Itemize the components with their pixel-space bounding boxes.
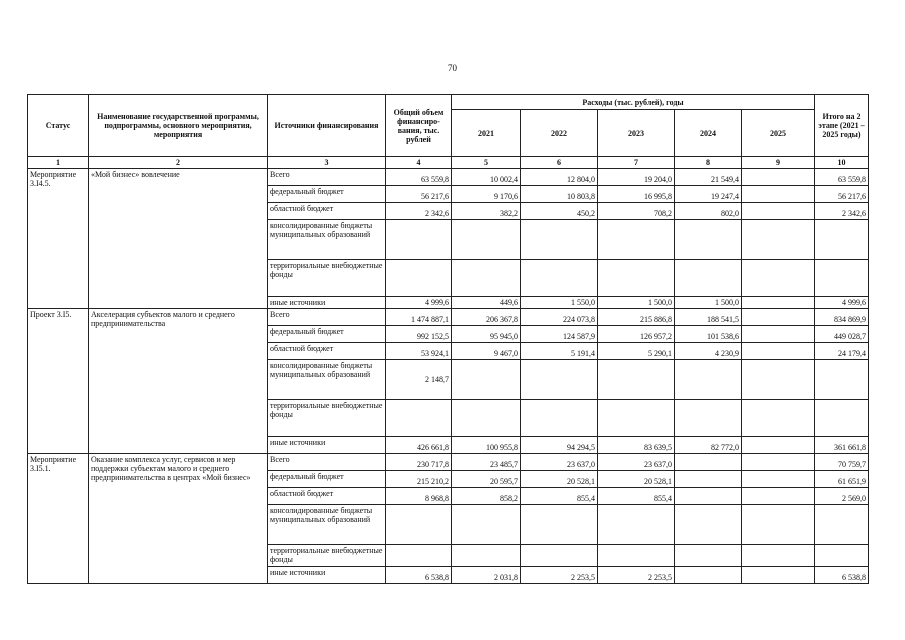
year-cell bbox=[742, 471, 815, 488]
year-cell: 95 945,0 bbox=[452, 326, 521, 343]
year-cell: 21 549,4 bbox=[675, 169, 742, 186]
year-cell: 206 367,8 bbox=[452, 309, 521, 326]
stage-total-cell: 61 651,9 bbox=[815, 471, 869, 488]
header-expenses: Расходы (тыс. рублей), годы bbox=[452, 95, 815, 110]
header-year: 2023 bbox=[598, 110, 675, 157]
year-cell bbox=[742, 220, 815, 260]
column-number: 9 bbox=[742, 157, 815, 169]
year-cell: 126 957,2 bbox=[598, 326, 675, 343]
year-cell bbox=[742, 260, 815, 297]
total-cell: 2 148,7 bbox=[386, 360, 452, 400]
column-number: 4 bbox=[386, 157, 452, 169]
year-cell bbox=[452, 360, 521, 400]
year-cell: 5 290,1 bbox=[598, 343, 675, 360]
year-cell bbox=[742, 505, 815, 545]
total-cell: 8 968,8 bbox=[386, 488, 452, 505]
stage-total-cell: 63 559,8 bbox=[815, 169, 869, 186]
header-sources: Источники финансирования bbox=[268, 95, 386, 157]
year-cell bbox=[742, 400, 815, 437]
header-status: Статус bbox=[28, 95, 89, 157]
header-total: Общий объем финансиро-вания, тыс. рублей bbox=[386, 95, 452, 157]
header-year: 2024 bbox=[675, 110, 742, 157]
year-cell: 5 191,4 bbox=[521, 343, 598, 360]
year-cell: 23 637,0 bbox=[521, 454, 598, 471]
year-cell: 450,2 bbox=[521, 203, 598, 220]
year-cell: 4 230,9 bbox=[675, 343, 742, 360]
year-cell: 224 073,8 bbox=[521, 309, 598, 326]
source-cell: иные источники bbox=[268, 297, 386, 309]
year-cell bbox=[452, 505, 521, 545]
year-cell: 10 803,8 bbox=[521, 186, 598, 203]
year-cell: 382,2 bbox=[452, 203, 521, 220]
source-cell: федеральный бюджет bbox=[268, 186, 386, 203]
year-cell bbox=[675, 220, 742, 260]
stage-total-cell: 361 661,8 bbox=[815, 437, 869, 454]
year-cell bbox=[742, 203, 815, 220]
year-cell bbox=[742, 454, 815, 471]
year-cell bbox=[742, 309, 815, 326]
year-cell: 83 639,5 bbox=[598, 437, 675, 454]
year-cell bbox=[598, 260, 675, 297]
year-cell bbox=[675, 471, 742, 488]
source-cell: иные источники bbox=[268, 567, 386, 584]
year-cell: 20 528,1 bbox=[521, 471, 598, 488]
year-cell: 9 170,6 bbox=[452, 186, 521, 203]
year-cell: 2 253,5 bbox=[521, 567, 598, 584]
total-cell: 56 217,6 bbox=[386, 186, 452, 203]
year-cell bbox=[675, 488, 742, 505]
total-cell: 992 152,5 bbox=[386, 326, 452, 343]
column-number: 3 bbox=[268, 157, 386, 169]
total-cell: 6 538,8 bbox=[386, 567, 452, 584]
header-year: 2021 bbox=[452, 110, 521, 157]
stage-total-cell bbox=[815, 260, 869, 297]
stage-total-cell: 449 028,7 bbox=[815, 326, 869, 343]
stage-total-cell: 6 538,8 bbox=[815, 567, 869, 584]
year-cell bbox=[742, 360, 815, 400]
column-number: 7 bbox=[598, 157, 675, 169]
table-row bbox=[28, 309, 869, 326]
page-number: 70 bbox=[448, 63, 457, 73]
header-year: 2025 bbox=[742, 110, 815, 157]
year-cell bbox=[742, 297, 815, 309]
year-cell: 802,0 bbox=[675, 203, 742, 220]
total-cell: 215 210,2 bbox=[386, 471, 452, 488]
source-cell: Всего bbox=[268, 309, 386, 326]
source-cell: территориальные внебюджетные фонды bbox=[268, 400, 386, 437]
column-number: 2 bbox=[89, 157, 268, 169]
year-cell bbox=[452, 220, 521, 260]
year-cell bbox=[675, 545, 742, 567]
source-cell: областной бюджет bbox=[268, 203, 386, 220]
total-cell bbox=[386, 220, 452, 260]
status-cell: Проект 3.I5. bbox=[28, 309, 89, 454]
year-cell: 101 538,6 bbox=[675, 326, 742, 343]
stage-total-cell: 834 869,9 bbox=[815, 309, 869, 326]
year-cell bbox=[675, 360, 742, 400]
name-cell: «Мой бизнес» вовлечение bbox=[89, 169, 268, 309]
year-cell bbox=[742, 488, 815, 505]
year-cell bbox=[675, 567, 742, 584]
stage-total-cell bbox=[815, 360, 869, 400]
year-cell bbox=[742, 186, 815, 203]
year-cell bbox=[521, 400, 598, 437]
year-cell: 12 804,0 bbox=[521, 169, 598, 186]
year-cell bbox=[742, 545, 815, 567]
year-cell bbox=[742, 343, 815, 360]
year-cell: 855,4 bbox=[598, 488, 675, 505]
stage-total-cell: 70 759,7 bbox=[815, 454, 869, 471]
year-cell bbox=[598, 360, 675, 400]
year-cell: 188 541,5 bbox=[675, 309, 742, 326]
year-cell bbox=[452, 260, 521, 297]
year-cell bbox=[521, 505, 598, 545]
stage-total-cell: 56 217,6 bbox=[815, 186, 869, 203]
source-cell: территориальные внебюджетные фонды bbox=[268, 545, 386, 567]
year-cell: 124 587,9 bbox=[521, 326, 598, 343]
total-cell bbox=[386, 505, 452, 545]
year-cell: 19 247,4 bbox=[675, 186, 742, 203]
status-cell: Мероприятие 3.I4.5. bbox=[28, 169, 89, 309]
year-cell bbox=[452, 400, 521, 437]
year-cell: 2 253,5 bbox=[598, 567, 675, 584]
year-cell: 1 550,0 bbox=[521, 297, 598, 309]
stage-total-cell: 2 569,0 bbox=[815, 488, 869, 505]
stage-total-cell: 24 179,4 bbox=[815, 343, 869, 360]
total-cell: 426 661,8 bbox=[386, 437, 452, 454]
year-cell: 20 528,1 bbox=[598, 471, 675, 488]
source-cell: консолидированные бюджеты муниципальных образований bbox=[268, 360, 386, 400]
stage-total-cell bbox=[815, 400, 869, 437]
year-cell: 215 886,8 bbox=[598, 309, 675, 326]
stage-total-cell bbox=[815, 505, 869, 545]
column-number: 6 bbox=[521, 157, 598, 169]
table-body bbox=[28, 169, 869, 584]
year-cell bbox=[521, 220, 598, 260]
total-cell: 1 474 887,1 bbox=[386, 309, 452, 326]
year-cell: 9 467,0 bbox=[452, 343, 521, 360]
year-cell bbox=[598, 505, 675, 545]
year-cell: 1 500,0 bbox=[598, 297, 675, 309]
year-cell bbox=[521, 360, 598, 400]
year-cell bbox=[742, 169, 815, 186]
column-number-row bbox=[28, 157, 869, 169]
column-number: 10 bbox=[815, 157, 869, 169]
source-cell: иные источники bbox=[268, 437, 386, 454]
column-number: 5 bbox=[452, 157, 521, 169]
total-cell bbox=[386, 545, 452, 567]
year-cell: 100 955,8 bbox=[452, 437, 521, 454]
source-cell: областной бюджет bbox=[268, 343, 386, 360]
total-cell: 53 924,1 bbox=[386, 343, 452, 360]
source-cell: областной бюджет bbox=[268, 488, 386, 505]
column-number: 1 bbox=[28, 157, 89, 169]
year-cell: 19 204,0 bbox=[598, 169, 675, 186]
table-row bbox=[28, 454, 869, 471]
year-cell: 23 637,0 bbox=[598, 454, 675, 471]
source-cell: Всего bbox=[268, 169, 386, 186]
year-cell bbox=[742, 326, 815, 343]
year-cell bbox=[742, 437, 815, 454]
source-cell: консолидированные бюджеты муниципальных образований bbox=[268, 505, 386, 545]
name-cell: Акселерация субъектов малого и среднего предпринимательства bbox=[89, 309, 268, 454]
total-cell: 63 559,8 bbox=[386, 169, 452, 186]
header-name: Наименование государственной программы, подпрограммы, основного мероприятия, мероприятия bbox=[89, 95, 268, 157]
total-cell: 230 717,8 bbox=[386, 454, 452, 471]
total-cell bbox=[386, 260, 452, 297]
year-cell bbox=[742, 567, 815, 584]
budget-table bbox=[27, 94, 869, 584]
year-cell: 858,2 bbox=[452, 488, 521, 505]
status-cell: Мероприятие 3.I5.1. bbox=[28, 454, 89, 584]
name-cell: Оказание комплекса услуг, сервисов и мер поддержки субъектам малого и среднего предпринимательства в центрах «Мой бизнес» bbox=[89, 454, 268, 584]
source-cell: федеральный бюджет bbox=[268, 471, 386, 488]
year-cell bbox=[598, 400, 675, 437]
year-cell: 82 772,0 bbox=[675, 437, 742, 454]
source-cell: федеральный бюджет bbox=[268, 326, 386, 343]
year-cell: 2 031,8 bbox=[452, 567, 521, 584]
stage-total-cell: 4 999,6 bbox=[815, 297, 869, 309]
year-cell bbox=[675, 454, 742, 471]
year-cell: 20 595,7 bbox=[452, 471, 521, 488]
year-cell: 708,2 bbox=[598, 203, 675, 220]
total-cell: 4 999,6 bbox=[386, 297, 452, 309]
year-cell bbox=[598, 220, 675, 260]
source-cell: консолидированные бюджеты муниципальных образований bbox=[268, 220, 386, 260]
total-cell: 2 342,6 bbox=[386, 203, 452, 220]
year-cell bbox=[675, 400, 742, 437]
header-year: 2022 bbox=[521, 110, 598, 157]
total-cell bbox=[386, 400, 452, 437]
year-cell: 449,6 bbox=[452, 297, 521, 309]
year-cell: 23 485,7 bbox=[452, 454, 521, 471]
year-cell: 94 294,5 bbox=[521, 437, 598, 454]
year-cell bbox=[675, 260, 742, 297]
year-cell: 10 002,4 bbox=[452, 169, 521, 186]
stage-total-cell bbox=[815, 545, 869, 567]
year-cell: 1 500,0 bbox=[675, 297, 742, 309]
year-cell bbox=[598, 545, 675, 567]
source-cell: Всего bbox=[268, 454, 386, 471]
column-number: 8 bbox=[675, 157, 742, 169]
stage-total-cell: 2 342,6 bbox=[815, 203, 869, 220]
year-cell bbox=[521, 260, 598, 297]
table-row bbox=[28, 169, 869, 186]
source-cell: территориальные внебюджетные фонды bbox=[268, 260, 386, 297]
year-cell bbox=[675, 505, 742, 545]
year-cell: 16 995,8 bbox=[598, 186, 675, 203]
year-cell bbox=[452, 545, 521, 567]
year-cell: 855,4 bbox=[521, 488, 598, 505]
header-stage-total: Итого на 2 этапе (2021 – 2025 годы) bbox=[815, 95, 869, 157]
stage-total-cell bbox=[815, 220, 869, 260]
header-row bbox=[28, 95, 869, 110]
year-cell bbox=[521, 545, 598, 567]
